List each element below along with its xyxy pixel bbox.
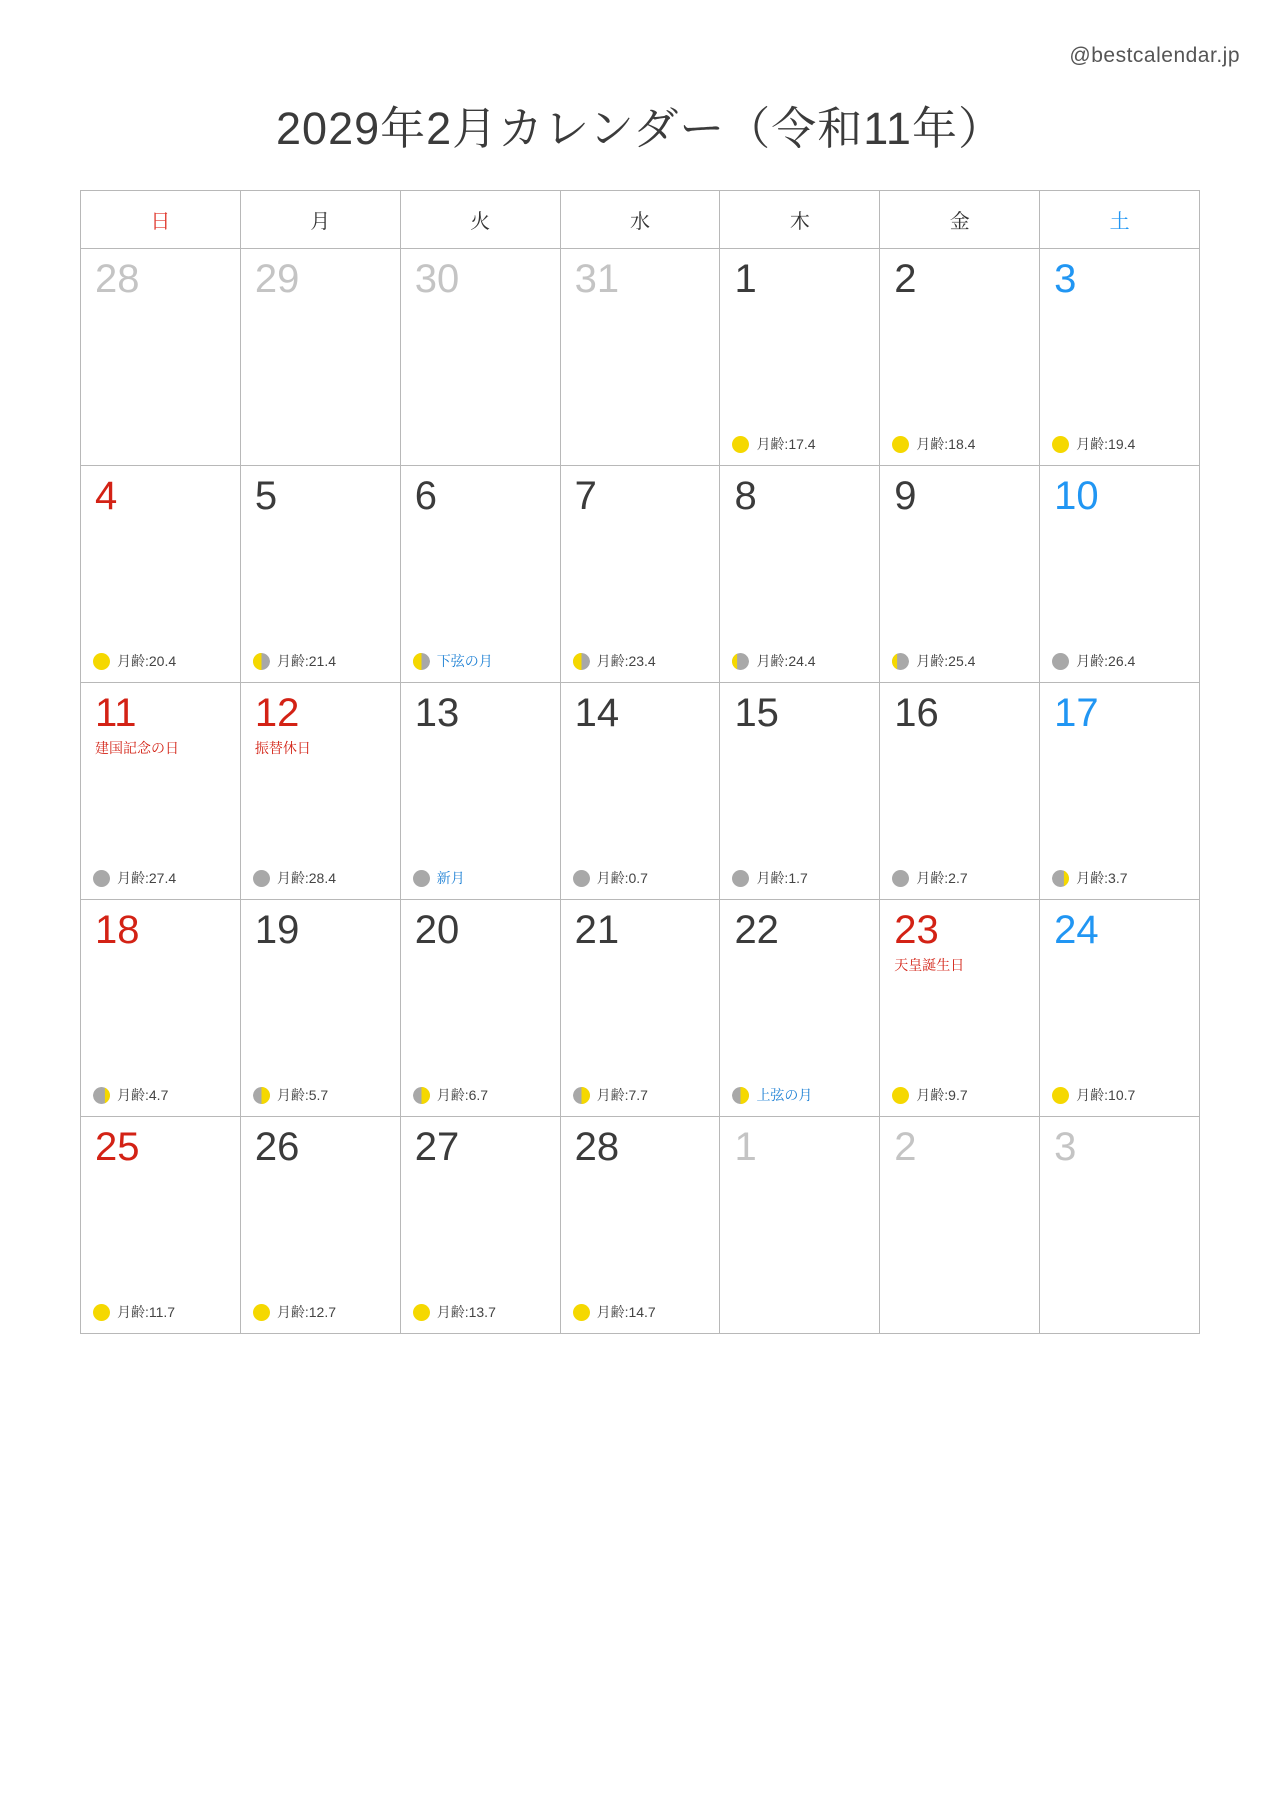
moon-phase-icon: [1052, 870, 1069, 887]
holiday-label: 天皇誕生日: [894, 957, 965, 973]
day-number: 10: [1054, 474, 1099, 518]
moon-age-label: 月齢:1.7: [756, 870, 808, 886]
calendar-day-cell[interactable]: [401, 1117, 561, 1334]
calendar-day-cell[interactable]: [241, 683, 401, 900]
weekday-header-1: 月: [241, 191, 401, 249]
day-number: 5: [254, 474, 278, 518]
day-number: 29: [254, 257, 300, 301]
calendar-day-cell[interactable]: [241, 900, 401, 1117]
moon-age-label: 下弦の月: [436, 653, 493, 669]
moon-age-row: [1052, 1085, 1135, 1105]
calendar-day-cell[interactable]: [81, 900, 241, 1117]
moon-phase-icon: [93, 870, 110, 887]
moon-age-row: [573, 868, 648, 888]
calendar-day-cell[interactable]: [401, 249, 561, 466]
moon-age-row: [892, 1085, 967, 1105]
calendar-day-cell[interactable]: [401, 900, 561, 1117]
moon-phase-icon: [253, 1087, 270, 1104]
moon-phase-icon: [253, 1304, 270, 1321]
moon-age-label: 月齢:10.7: [1076, 1087, 1136, 1103]
day-number: 28: [95, 257, 140, 301]
moon-phase-icon: [93, 1304, 110, 1321]
calendar-day-cell[interactable]: [241, 466, 401, 683]
calendar-day-cell[interactable]: [81, 249, 241, 466]
moon-age-label: 月齢:25.4: [916, 653, 976, 669]
day-number: 11: [95, 691, 137, 735]
day-number: 2: [894, 1125, 917, 1169]
moon-age-label: 月齢:28.4: [276, 870, 336, 886]
moon-age-label: 月齢:9.7: [916, 1087, 968, 1103]
moon-age-label: 月齢:23.4: [596, 653, 656, 669]
moon-phase-icon: [732, 653, 749, 670]
moon-phase-icon: [892, 870, 909, 887]
moon-age-row: [573, 651, 656, 671]
holiday-label: 建国記念の日: [95, 740, 179, 756]
moon-age-row: [1052, 651, 1135, 671]
moon-age-row: [892, 651, 975, 671]
calendar-day-cell[interactable]: [720, 900, 880, 1117]
moon-phase-icon: [732, 1087, 749, 1104]
calendar-day-cell[interactable]: [81, 466, 241, 683]
day-number: 16: [894, 691, 939, 735]
moon-age-row: [732, 651, 815, 671]
moon-age-label: 月齢:21.4: [276, 653, 336, 669]
calendar-week-row: [81, 683, 1200, 900]
day-number: 17: [1054, 691, 1099, 735]
calendar-day-cell[interactable]: [880, 900, 1040, 1117]
day-number: 8: [734, 474, 757, 518]
calendar-week-row: [81, 900, 1200, 1117]
moon-age-row: [732, 434, 815, 454]
calendar-week-row: [81, 466, 1200, 683]
day-number: 28: [574, 1125, 620, 1169]
moon-age-row: [892, 434, 975, 454]
calendar-day-cell[interactable]: [561, 1117, 721, 1334]
moon-phase-icon: [253, 870, 270, 887]
moon-phase-icon: [253, 653, 270, 670]
calendar-day-cell[interactable]: [720, 1117, 880, 1334]
calendar-day-cell[interactable]: [1040, 900, 1200, 1117]
calendar-day-cell[interactable]: [880, 1117, 1040, 1334]
moon-age-label: 月齢:11.7: [117, 1304, 176, 1320]
day-number: 14: [574, 691, 620, 735]
moon-age-label: 月齢:4.7: [117, 1087, 169, 1103]
calendar-day-cell[interactable]: [880, 466, 1040, 683]
moon-age-label: 月齢:27.4: [117, 870, 177, 886]
moon-phase-icon: [732, 870, 749, 887]
moon-age-row: [573, 1302, 656, 1322]
moon-age-label: 上弦の月: [756, 1087, 813, 1103]
day-number: 22: [734, 908, 779, 952]
calendar-day-cell[interactable]: [1040, 683, 1200, 900]
day-number: 13: [414, 691, 460, 735]
day-number: 1: [734, 257, 757, 301]
moon-phase-icon: [892, 436, 909, 453]
moon-age-row: [413, 868, 465, 888]
page-title: 2029年2月カレンダー（令和11年）: [276, 103, 1004, 154]
moon-age-row: [93, 868, 176, 888]
moon-phase-icon: [573, 1087, 590, 1104]
day-number: 19: [254, 908, 300, 952]
calendar-day-cell[interactable]: [241, 1117, 401, 1334]
moon-phase-icon: [1052, 1087, 1069, 1104]
weekday-header-4: 木: [720, 191, 880, 249]
moon-phase-icon: [413, 1304, 430, 1321]
calendar-day-cell[interactable]: [1040, 466, 1200, 683]
moon-age-label: 月齢:7.7: [596, 1087, 648, 1103]
moon-age-label: 月齢:19.4: [1076, 436, 1136, 452]
moon-age-label: 月齢:26.4: [1076, 653, 1136, 669]
day-number: 4: [95, 474, 118, 518]
moon-phase-icon: [573, 870, 590, 887]
moon-age-label: 月齢:13.7: [436, 1304, 496, 1320]
moon-age-label: 月齢:3.7: [1076, 870, 1128, 886]
weekday-header-6: 土: [1040, 191, 1200, 249]
day-number: 6: [414, 474, 437, 518]
moon-age-label: 月齢:24.4: [756, 653, 816, 669]
day-number: 15: [734, 691, 779, 735]
calendar-day-cell[interactable]: [561, 683, 721, 900]
calendar-day-cell[interactable]: [401, 683, 561, 900]
day-number: 3: [1054, 257, 1077, 301]
moon-age-row: [253, 1085, 328, 1105]
calendar-weeks: [81, 249, 1200, 1334]
calendar-day-cell[interactable]: [720, 466, 880, 683]
moon-phase-icon: [573, 653, 590, 670]
calendar-day-cell[interactable]: [880, 683, 1040, 900]
calendar-day-cell[interactable]: [81, 683, 241, 900]
calendar-day-cell[interactable]: [241, 249, 401, 466]
moon-age-row: [253, 651, 336, 671]
weekday-header-row: [81, 191, 1200, 249]
day-number: 20: [414, 908, 460, 952]
day-number: 9: [894, 474, 917, 518]
day-number: 23: [894, 908, 939, 952]
moon-phase-icon: [93, 653, 110, 670]
calendar-week-row: [81, 249, 1200, 466]
moon-age-row: [93, 1302, 175, 1322]
moon-age-label: 月齢:5.7: [276, 1087, 329, 1103]
moon-age-label: 月齢:0.7: [596, 870, 648, 886]
weekday-header-0: 日: [81, 191, 241, 249]
day-number: 27: [414, 1125, 460, 1169]
moon-age-label: 月齢:20.4: [117, 653, 177, 669]
day-number: 18: [95, 908, 140, 952]
calendar-day-cell[interactable]: [720, 249, 880, 466]
moon-phase-icon: [892, 653, 909, 670]
calendar-day-cell[interactable]: [1040, 1117, 1200, 1334]
moon-age-row: [892, 868, 967, 888]
day-number: 3: [1054, 1125, 1077, 1169]
moon-age-row: [413, 1302, 496, 1322]
day-number: 21: [574, 908, 620, 952]
moon-age-row: [93, 651, 176, 671]
day-number: 12: [254, 691, 300, 735]
moon-age-label: 月齢:2.7: [916, 870, 968, 886]
calendar-week-row: [81, 1117, 1200, 1334]
site-watermark: @bestcalendar.jp: [1069, 44, 1240, 67]
moon-age-row: [732, 1085, 812, 1105]
day-number: 25: [95, 1125, 140, 1169]
moon-phase-icon: [1052, 653, 1069, 670]
moon-age-label: 月齢:18.4: [916, 436, 976, 452]
moon-age-label: 月齢:6.7: [436, 1087, 489, 1103]
moon-phase-icon: [573, 1304, 590, 1321]
moon-phase-icon: [93, 1087, 110, 1104]
day-number: 2: [894, 257, 917, 301]
moon-phase-icon: [892, 1087, 909, 1104]
moon-age-row: [253, 868, 336, 888]
moon-phase-icon: [413, 1087, 430, 1104]
moon-phase-icon: [413, 870, 430, 887]
moon-age-row: [573, 1085, 648, 1105]
day-number: 31: [574, 257, 620, 301]
calendar-day-cell[interactable]: [880, 249, 1040, 466]
calendar-day-cell[interactable]: [720, 683, 880, 900]
moon-age-row: [253, 1302, 336, 1322]
moon-age-row: [732, 868, 807, 888]
moon-age-label: 月齢:14.7: [596, 1304, 656, 1320]
day-number: 24: [1054, 908, 1099, 952]
weekday-header-3: 水: [561, 191, 721, 249]
weekday-header-5: 金: [880, 191, 1040, 249]
calendar-day-cell[interactable]: [1040, 249, 1200, 466]
holiday-label: 振替休日: [254, 740, 311, 756]
moon-age-label: 新月: [436, 870, 465, 886]
moon-age-row: [413, 651, 493, 671]
day-number: 26: [254, 1125, 300, 1169]
day-number: 30: [414, 257, 460, 301]
calendar-day-cell[interactable]: [561, 249, 721, 466]
moon-phase-icon: [413, 653, 430, 670]
calendar-day-cell[interactable]: [561, 466, 721, 683]
day-number: 1: [734, 1125, 757, 1169]
calendar-day-cell[interactable]: [401, 466, 561, 683]
moon-age-label: 月齢:12.7: [276, 1304, 336, 1320]
calendar-day-cell[interactable]: [81, 1117, 241, 1334]
moon-age-label: 月齢:17.4: [756, 436, 816, 452]
moon-age-row: [413, 1085, 488, 1105]
weekday-header-2: 火: [401, 191, 561, 249]
moon-phase-icon: [732, 436, 749, 453]
moon-age-row: [1052, 868, 1127, 888]
day-number: 7: [574, 474, 597, 518]
moon-age-row: [1052, 434, 1135, 454]
calendar-day-cell[interactable]: [561, 900, 721, 1117]
calendar-grid: [80, 190, 1200, 1334]
moon-phase-icon: [1052, 436, 1069, 453]
moon-age-row: [93, 1085, 168, 1105]
